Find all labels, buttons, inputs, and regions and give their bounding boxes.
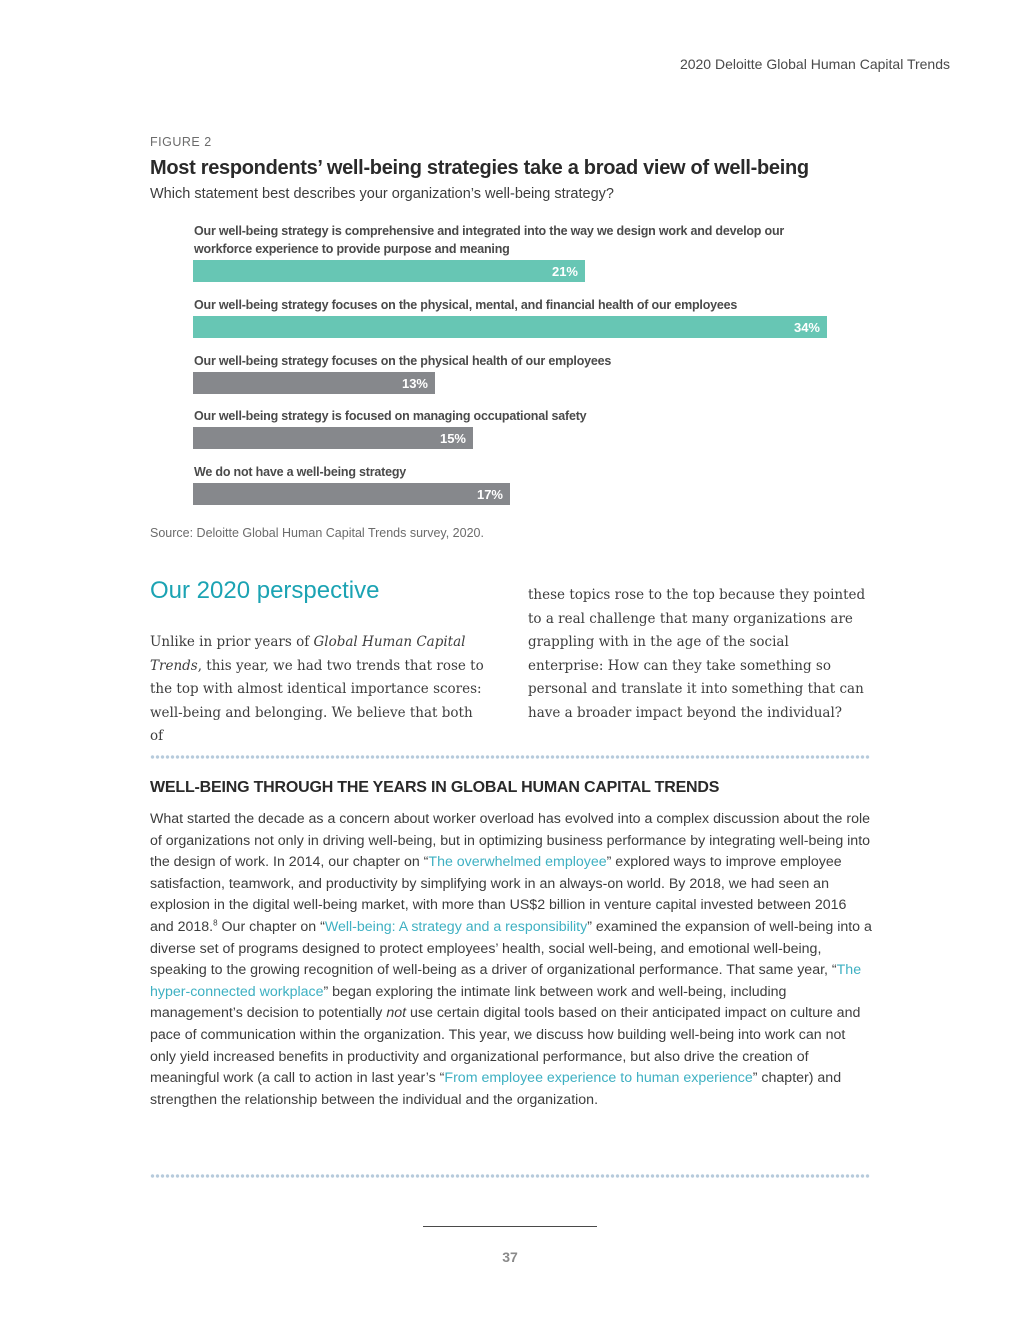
bar-category-label: Our well-being strategy focuses on the physical health of our employees <box>194 354 612 368</box>
bar-category-label: Our well-being strategy is comprehensive and integrated into the way we design work and develop our workforce experience to provide purpose and meaning <box>194 224 785 256</box>
bar-value-label: 17% <box>476 486 503 502</box>
bar <box>193 260 585 282</box>
link-well-being-strategy[interactable]: Well-being: A strategy and a responsibility <box>324 918 588 935</box>
left-column-text <box>150 631 490 749</box>
bar-value-label: 15% <box>439 430 466 446</box>
right-column-text: these topics rose to the top because they pointed to a real challenge that many organizations are grappling with in the age of the social enterprise: How can they take something so personal and translate it into something that can have a broader impact beyond the individual? <box>528 587 866 721</box>
sidebar-text: Our chapter on “ <box>217 918 325 935</box>
dotted-divider-bottom <box>150 1174 870 1178</box>
footer-rule <box>423 1226 597 1227</box>
running-header: 2020 Deloitte Global Human Capital Trends <box>679 56 950 72</box>
sidebar-text: use certain digital tools based on their anticipated impact on culture and pace of communication within the organization. This year, we discuss how building well-being into work can not only yield increased benefits in productivity and organizational performance, but also drive the creation of meaningful work (a call to action in last year’s “ <box>150 1005 861 1087</box>
left-column-text-part: Unlike in prior years of <box>150 634 314 650</box>
link-overwhelmed-employee[interactable]: The overwhelmed employee <box>428 854 607 871</box>
bar-value-label: 34% <box>793 319 820 335</box>
link-hyper-connected-workplace[interactable]: The hyper-connected workplace <box>150 962 862 1000</box>
figure-source: Source: Deloitte Global Human Capital Trends survey, 2020. <box>150 526 484 540</box>
bar-category-label: Our well-being strategy focuses on the physical, mental, and financial health of our employees <box>194 298 738 312</box>
section-heading: Our 2020 perspective <box>150 577 380 604</box>
link-employee-to-human-experience[interactable]: From employee experience to human experience <box>444 1070 753 1087</box>
sidebar-heading: WELL-BEING THROUGH THE YEARS IN GLOBAL HUMAN CAPITAL TRENDS <box>150 779 720 796</box>
sidebar-text: ” chapter) and strengthen the relationship between the individual and the organization. <box>150 1070 842 1108</box>
sidebar-text: ” examined the expansion of well-being into a diverse set of programs designed to protect employees’ health, social well-being, and emotional well-being, speaking to the growing recognition of well-being as a driver of organizational performance. That same year, “ <box>150 918 872 979</box>
emphasis-text: not <box>386 1005 407 1022</box>
bar-category-label: We do not have a well-being strategy <box>194 465 407 479</box>
page-number: 37 <box>502 1249 518 1265</box>
figure-title: Most respondents’ well-being strategies take a broad view of well-being <box>150 157 809 179</box>
bar-chart <box>193 222 893 512</box>
bar-category-label: Our well-being strategy is focused on managing occupational safety <box>194 409 587 423</box>
sidebar-text: ” began exploring the intimate link between work and well-being, including management’s decision to potentially <box>150 983 787 1022</box>
bar-value-label: 13% <box>401 375 428 391</box>
bar <box>193 316 827 338</box>
figure-subtitle: Which statement best describes your organization’s well-being strategy? <box>150 186 614 202</box>
left-column-text-part: , this year, we had two trends that rose to the top with almost identical importance scores: well-being and belonging. We believe that both of <box>150 657 484 744</box>
sidebar-text: ” explored ways to improve employee satisfaction, teamwork, and productivity by simplifying work in an always-on world. By 2018, we had seen an explosion in the digital well-being market, with more than US$2 billion in venture capital invested between 2016 and 2018. <box>150 854 847 935</box>
bar <box>193 483 510 505</box>
footnote-marker[interactable]: 8 <box>213 918 218 928</box>
figure-label: FIGURE 2 <box>150 135 212 149</box>
bar <box>193 427 473 449</box>
sidebar-text: What started the decade as a concern about worker overload has evolved into a complex discussion about the role of organizations not only in driving well-being, but in optimizing business performance by integrating well-being into the design of work. In 2014, our chapter on “ <box>150 811 871 871</box>
bar <box>193 372 435 394</box>
sidebar-body <box>150 809 872 1111</box>
dotted-divider-top <box>150 755 870 759</box>
bar-value-label: 21% <box>551 263 578 279</box>
publication-title: Global Human Capital Trends <box>150 634 466 674</box>
